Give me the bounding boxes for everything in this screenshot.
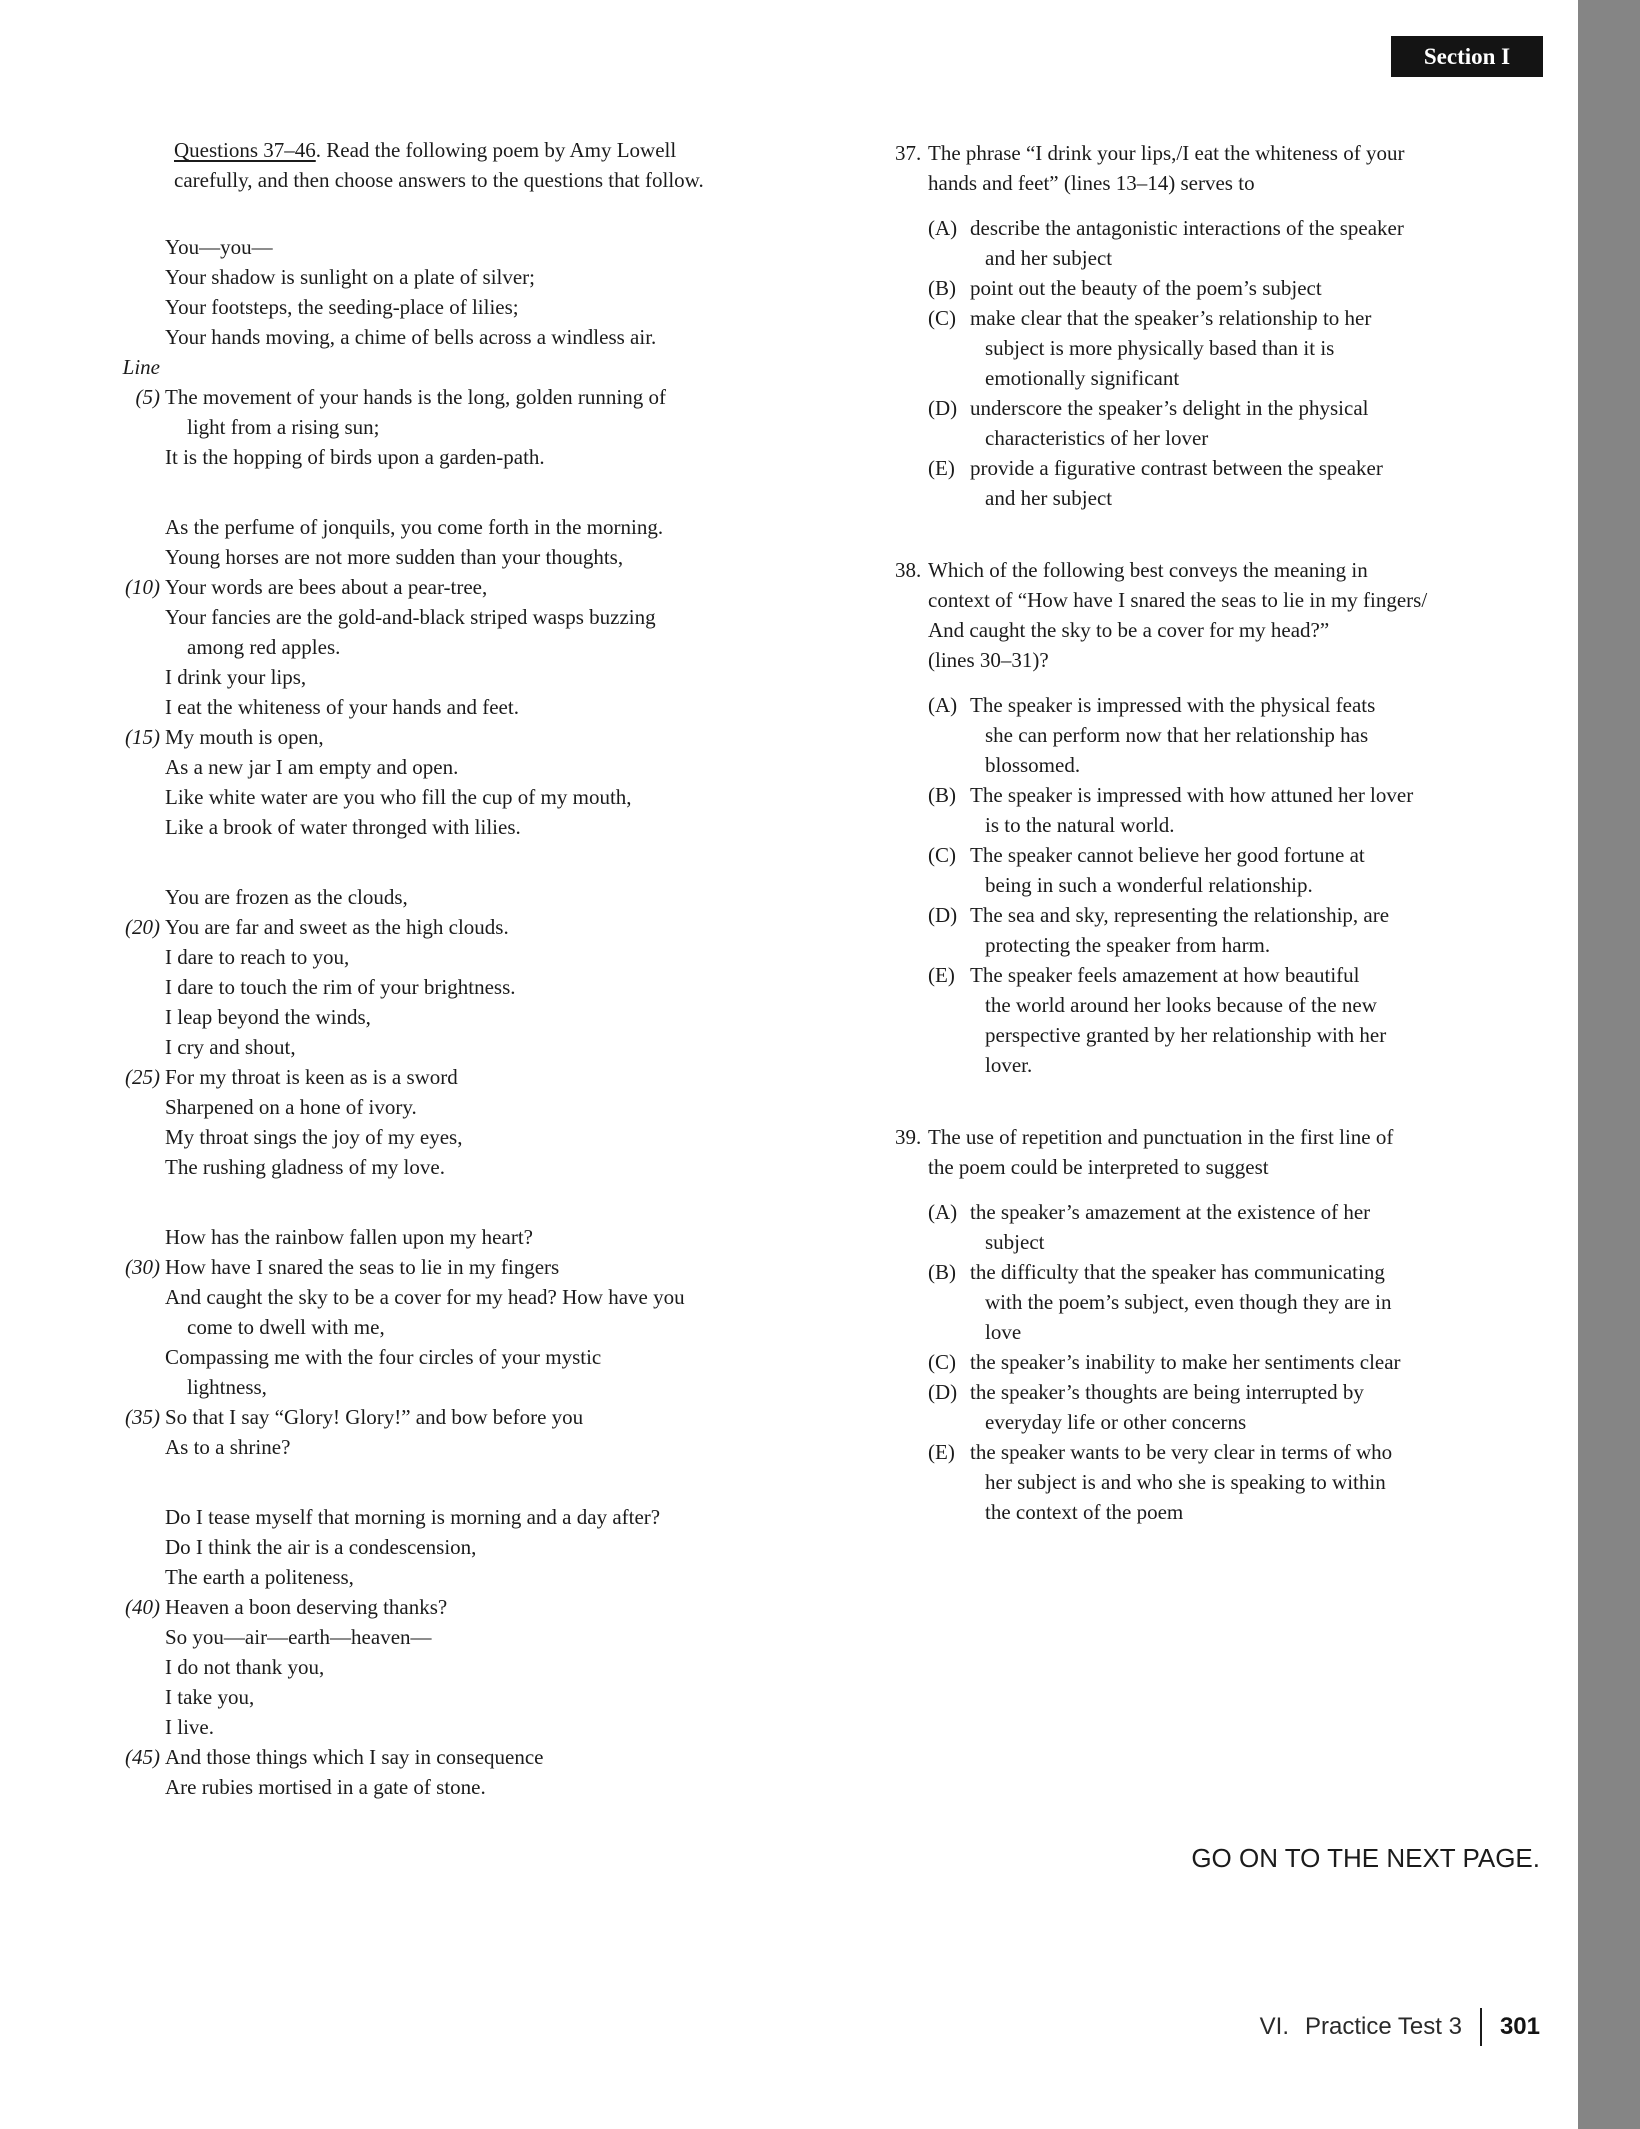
choice-text-line: the world around her looks because of the new — [985, 993, 1377, 1017]
poem-line — [96, 782, 836, 812]
line-number — [96, 812, 160, 842]
choice-text — [970, 1377, 1364, 1437]
choice-letter: (E) — [928, 1440, 955, 1464]
choice-text-line: make clear that the speaker’s relationship to her — [970, 306, 1372, 330]
line-number — [96, 1622, 160, 1652]
choice-text-line: the context of the poem — [985, 1500, 1184, 1524]
poem-line — [96, 1032, 836, 1062]
question-stem-line: Which of the following best conveys the meaning in — [928, 558, 1368, 582]
poem-line-text: So you—air—earth—heaven— — [165, 1625, 432, 1649]
choice-text — [970, 303, 1371, 393]
poem-line-text: And caught the sky to be a cover for my head? How have you — [165, 1285, 685, 1309]
poem-line — [96, 692, 836, 722]
poem-line-text: Your footsteps, the seeding-place of lilies; — [165, 295, 519, 319]
poem-line — [96, 1312, 836, 1342]
choice-text-line: everyday life or other concerns — [985, 1410, 1247, 1434]
choice-text-line: subject is more physically based than it is — [985, 336, 1335, 360]
poem-line — [96, 352, 836, 382]
poem-line — [96, 1282, 836, 1312]
poem-line-text: Your fancies are the gold-and-black striped wasps buzzing — [165, 605, 656, 629]
poem-line-text: I drink your lips, — [165, 665, 307, 689]
poem-line — [96, 1432, 836, 1462]
choice-E — [928, 1437, 1555, 1527]
poem-line-text: Like a brook of water thronged with lilies. — [165, 815, 521, 839]
choice-text-line: point out the beauty of the poem’s subject — [970, 276, 1322, 300]
page-footer — [1260, 2008, 1540, 2046]
choice-text-line: protecting the speaker from harm. — [985, 933, 1271, 957]
line-number: Line — [122, 355, 160, 379]
poem-line — [96, 662, 836, 692]
line-number — [96, 782, 160, 812]
poem-line-text: I live. — [165, 1715, 214, 1739]
choice-text-line: being in such a wonderful relationship. — [985, 873, 1313, 897]
line-number: (10) — [125, 575, 160, 599]
poem-line — [96, 542, 836, 572]
choice-text — [970, 1197, 1370, 1257]
poem-line-text: You—you— — [165, 235, 273, 259]
section-label: Section I — [1423, 43, 1511, 69]
line-number — [96, 322, 160, 352]
choice-letter: (A) — [928, 216, 958, 240]
choice-letter: (C) — [928, 1350, 956, 1374]
choice-text-line: and her subject — [985, 486, 1113, 510]
choice-letter: (D) — [928, 903, 958, 927]
question-stem-line: the poem could be interpreted to suggest — [928, 1155, 1269, 1179]
poem-line-text: As a new jar I am empty and open. — [165, 755, 459, 779]
line-number — [96, 1222, 160, 1252]
choice-letter: (C) — [928, 843, 956, 867]
line-number: (35) — [125, 1405, 160, 1429]
line-number — [96, 1652, 160, 1682]
poem-line — [96, 912, 836, 942]
line-number — [96, 232, 160, 262]
question-stem-line: And caught the sky to be a cover for my head?” — [928, 618, 1330, 642]
question-37 — [895, 138, 1555, 513]
poem-line — [96, 292, 836, 322]
footer-book-part: Practice Test 3 — [1304, 2013, 1462, 2040]
question-range: Questions 37–46 — [174, 138, 316, 162]
poem-line-text: And those things which I say in consequence — [165, 1745, 544, 1769]
poem-line-text: You are far and sweet as the high clouds. — [165, 915, 509, 939]
choice-text-line: emotionally significant — [985, 366, 1180, 390]
poem-line — [96, 1372, 836, 1402]
choice-letter: (E) — [928, 963, 955, 987]
question-stem — [928, 555, 1555, 675]
poem-line — [96, 1772, 836, 1802]
line-number: (15) — [125, 725, 160, 749]
poem-line — [96, 1652, 836, 1682]
choice-C — [928, 303, 1555, 393]
line-number — [96, 882, 160, 912]
line-number — [96, 292, 160, 322]
choice-D — [928, 393, 1555, 453]
poem-line — [96, 602, 836, 632]
line-number — [96, 1312, 160, 1342]
poem-line — [96, 1092, 836, 1122]
line-number — [96, 632, 160, 662]
choice-letter: (B) — [928, 783, 956, 807]
choice-A — [928, 1197, 1555, 1257]
poem-line — [96, 1532, 836, 1562]
line-number — [96, 1282, 160, 1312]
question-number: 38. — [895, 558, 922, 582]
choice-text-line: she can perform now that her relationship has — [985, 723, 1369, 747]
question-stem — [928, 1122, 1555, 1182]
choice-B — [928, 1257, 1555, 1347]
line-number — [96, 1122, 160, 1152]
poem-line-text: Do I think the air is a condescension, — [165, 1535, 477, 1559]
poem-line — [96, 412, 836, 442]
line-number: (30) — [125, 1255, 160, 1279]
choice-text-line: The speaker cannot believe her good fortune at — [970, 843, 1365, 867]
poem-line-text: Do I tease myself that morning is morning and a day after? — [165, 1505, 661, 1529]
poem-line-text: I dare to touch the rim of your brightness. — [165, 975, 516, 999]
poem-line — [96, 1402, 836, 1432]
choice-text-line: describe the antagonistic interactions of the speaker — [970, 216, 1404, 240]
question-stem-line: (lines 30–31)? — [928, 648, 1049, 672]
choice-letter: (D) — [928, 1380, 958, 1404]
choice-text-line: The speaker is impressed with how attuned her lover — [970, 783, 1414, 807]
poem-line-text: How have I snared the seas to lie in my fingers — [165, 1255, 560, 1279]
choice-text-line: The speaker feels amazement at how beautiful — [970, 963, 1360, 987]
question-number: 39. — [895, 1125, 922, 1149]
poem-line — [96, 942, 836, 972]
line-number: (20) — [125, 915, 160, 939]
instructions-line2: carefully, and then choose answers to the questions that follow. — [174, 168, 704, 192]
choice-text-line: underscore the speaker’s delight in the physical — [970, 396, 1369, 420]
choice-text-line: provide a figurative contrast between the speaker — [970, 456, 1383, 480]
choice-letter: (B) — [928, 276, 956, 300]
poem-line — [96, 1562, 836, 1592]
line-number: (40) — [125, 1595, 160, 1619]
poem-line-text: Your hands moving, a chime of bells across a windless air. — [165, 325, 657, 349]
poem-line-text: I eat the whiteness of your hands and feet. — [165, 695, 519, 719]
choice-text — [970, 1437, 1392, 1527]
line-number — [96, 1002, 160, 1032]
section-header — [1391, 36, 1543, 77]
question-38 — [895, 555, 1555, 1080]
poem-line — [96, 722, 836, 752]
poem-line-text: For my throat is keen as is a sword — [165, 1065, 458, 1089]
choice-text — [970, 453, 1383, 513]
poem-line — [96, 752, 836, 782]
poem-line-text: Sharpened on a hone of ivory. — [165, 1095, 417, 1119]
poem-line-text: lightness, — [187, 1375, 267, 1399]
poem-line-text: My mouth is open, — [165, 725, 324, 749]
choice-text — [970, 1347, 1401, 1377]
choice-text-line: subject — [985, 1230, 1045, 1254]
choice-text-line: characteristics of her lover — [985, 426, 1209, 450]
question-stem-line: context of “How have I snared the seas to lie in my fingers/ — [928, 588, 1428, 612]
line-number — [96, 262, 160, 292]
line-number — [96, 1372, 160, 1402]
stanza-break — [96, 842, 836, 882]
choice-text-line: blossomed. — [985, 753, 1081, 777]
poem-line-text: Are rubies mortised in a gate of stone. — [165, 1775, 486, 1799]
choice-text-line: The speaker is impressed with the physical feats — [970, 693, 1376, 717]
poem-line-text: It is the hopping of birds upon a garden-path. — [165, 445, 545, 469]
passage-instructions — [174, 135, 834, 195]
poem-line — [96, 382, 836, 412]
choice-E — [928, 453, 1555, 513]
poem-line-text: Your shadow is sunlight on a plate of silver; — [165, 265, 536, 289]
page-edge-bar — [1578, 0, 1640, 2129]
line-number — [96, 1432, 160, 1462]
choice-text — [970, 690, 1375, 780]
choice-text-line: the speaker wants to be very clear in terms of who — [970, 1440, 1393, 1464]
choice-text-line: perspective granted by her relationship with her — [985, 1023, 1387, 1047]
poem-line — [96, 322, 836, 352]
question-stem-line: The use of repetition and punctuation in the first line of — [928, 1125, 1394, 1149]
choice-text — [970, 1257, 1392, 1347]
line-number — [96, 512, 160, 542]
choice-text-line: love — [985, 1320, 1022, 1344]
instructions-line1-rest: . Read the following poem by Amy Lowell — [315, 138, 677, 162]
poem-line-text: I leap beyond the winds, — [165, 1005, 371, 1029]
poem-line-text: I do not thank you, — [165, 1655, 325, 1679]
poem-line — [96, 1152, 836, 1182]
poem-line-text: come to dwell with me, — [187, 1315, 385, 1339]
line-number — [96, 1032, 160, 1062]
line-number — [96, 942, 160, 972]
go-on-notice: GO ON TO THE NEXT PAGE. — [1191, 1843, 1540, 1873]
poem-line — [96, 262, 836, 292]
line-number — [96, 412, 160, 442]
poem-line-text: I take you, — [165, 1685, 255, 1709]
question-number: 37. — [895, 141, 922, 165]
stanza-break — [96, 1182, 836, 1222]
footer-divider — [1480, 2008, 1482, 2046]
choice-C — [928, 1347, 1555, 1377]
choice-A — [928, 213, 1555, 273]
poem-line — [96, 442, 836, 472]
line-number — [96, 1152, 160, 1182]
poem-line-text: As the perfume of jonquils, you come forth in the morning. — [165, 515, 664, 539]
line-number — [96, 1712, 160, 1742]
choice-text-line: the speaker’s inability to make her sentiments clear — [970, 1350, 1401, 1374]
poem-line — [96, 1682, 836, 1712]
line-number — [96, 542, 160, 572]
choice-text-line: lover. — [985, 1053, 1033, 1077]
choice-text — [970, 900, 1389, 960]
questions-column — [895, 138, 1555, 1569]
poem-line — [96, 1622, 836, 1652]
choice-C — [928, 840, 1555, 900]
poem-passage — [96, 232, 836, 1802]
poem-line — [96, 1122, 836, 1152]
poem-line — [96, 812, 836, 842]
poem-line — [96, 632, 836, 662]
choice-letter: (E) — [928, 456, 955, 480]
question-39 — [895, 1122, 1555, 1527]
line-number — [96, 1682, 160, 1712]
line-number — [96, 602, 160, 632]
line-number — [96, 692, 160, 722]
poem-line-text: Like white water are you who fill the cup of my mouth, — [165, 785, 632, 809]
poem-line — [96, 1062, 836, 1092]
choice-text-line: the speaker’s thoughts are being interrupted by — [970, 1380, 1364, 1404]
stanza-break — [96, 1462, 836, 1502]
line-number — [96, 1772, 160, 1802]
choice-B — [928, 780, 1555, 840]
poem-line — [96, 1712, 836, 1742]
line-number — [96, 1342, 160, 1372]
choice-text-line: and her subject — [985, 246, 1113, 270]
poem-line — [96, 1502, 836, 1532]
poem-line-text: I dare to reach to you, — [165, 945, 350, 969]
poem-line — [96, 1002, 836, 1032]
choice-text-line: The sea and sky, representing the relationship, are — [970, 903, 1390, 927]
line-number — [96, 972, 160, 1002]
choice-letter: (A) — [928, 1200, 958, 1224]
poem-line-text: Young horses are not more sudden than your thoughts, — [165, 545, 624, 569]
poem-line-text: You are frozen as the clouds, — [165, 885, 408, 909]
poem-line — [96, 1252, 836, 1282]
poem-line-text: among red apples. — [187, 635, 341, 659]
line-number — [96, 1532, 160, 1562]
poem-line-text: How has the rainbow fallen upon my heart? — [165, 1225, 533, 1249]
choice-letter: (C) — [928, 306, 956, 330]
poem-line — [96, 232, 836, 262]
line-number: (5) — [135, 385, 160, 409]
line-number — [96, 1502, 160, 1532]
poem-line-text: Heaven a boon deserving thanks? — [165, 1595, 448, 1619]
instructions-line1 — [174, 135, 834, 165]
poem-line-text: Compassing me with the four circles of your mystic — [165, 1345, 602, 1369]
poem-line-text: I cry and shout, — [165, 1035, 296, 1059]
choice-letter: (D) — [928, 396, 958, 420]
line-number — [96, 1562, 160, 1592]
line-number: (45) — [125, 1745, 160, 1769]
poem-line-text: My throat sings the joy of my eyes, — [165, 1125, 463, 1149]
choice-text — [970, 273, 1322, 303]
poem-line-text: The movement of your hands is the long, golden running of — [165, 385, 666, 409]
question-stem-line: The phrase “I drink your lips,/I eat the whiteness of your — [928, 141, 1405, 165]
line-number — [96, 662, 160, 692]
choice-text — [970, 840, 1365, 900]
choice-letter: (B) — [928, 1260, 956, 1284]
choice-text — [970, 960, 1386, 1080]
stanza-break — [96, 472, 836, 512]
choice-D — [928, 900, 1555, 960]
choice-B — [928, 273, 1555, 303]
poem-line-text: The rushing gladness of my love. — [165, 1155, 445, 1179]
question-stem — [928, 138, 1555, 198]
poem-line-text: The earth a politeness, — [165, 1565, 354, 1589]
line-number — [96, 1092, 160, 1122]
choice-text — [970, 780, 1413, 840]
poem-line — [96, 882, 836, 912]
choice-letter: (A) — [928, 693, 958, 717]
poem-line-text: Your words are bees about a pear-tree, — [165, 575, 488, 599]
poem-line — [96, 1222, 836, 1252]
poem-line — [96, 572, 836, 602]
poem-line — [96, 1592, 836, 1622]
poem-line-text: As to a shrine? — [165, 1435, 291, 1459]
question-stem-line: hands and feet” (lines 13–14) serves to — [928, 171, 1255, 195]
poem-line — [96, 1742, 836, 1772]
poem-line-text: light from a rising sun; — [187, 415, 380, 439]
choice-A — [928, 690, 1555, 780]
poem-line — [96, 512, 836, 542]
line-number: (25) — [125, 1065, 160, 1089]
choice-text-line: with the poem’s subject, even though they are in — [985, 1290, 1392, 1314]
page-number: 301 — [1499, 2013, 1540, 2040]
choice-E — [928, 960, 1555, 1080]
choice-text-line: her subject is and who she is speaking to within — [985, 1470, 1386, 1494]
footer-section-ref: VI. — [1259, 2013, 1289, 2040]
choice-text-line: is to the natural world. — [985, 813, 1175, 837]
poem-line — [96, 972, 836, 1002]
choice-D — [928, 1377, 1555, 1437]
line-number — [96, 442, 160, 472]
poem-line — [96, 1342, 836, 1372]
choice-text-line: the speaker’s amazement at the existence of her — [970, 1200, 1371, 1224]
choice-text-line: the difficulty that the speaker has communicating — [970, 1260, 1385, 1284]
choice-text — [970, 393, 1369, 453]
poem-line-text: So that I say “Glory! Glory!” and bow before you — [165, 1405, 584, 1429]
choice-text — [970, 213, 1404, 273]
line-number — [96, 752, 160, 782]
